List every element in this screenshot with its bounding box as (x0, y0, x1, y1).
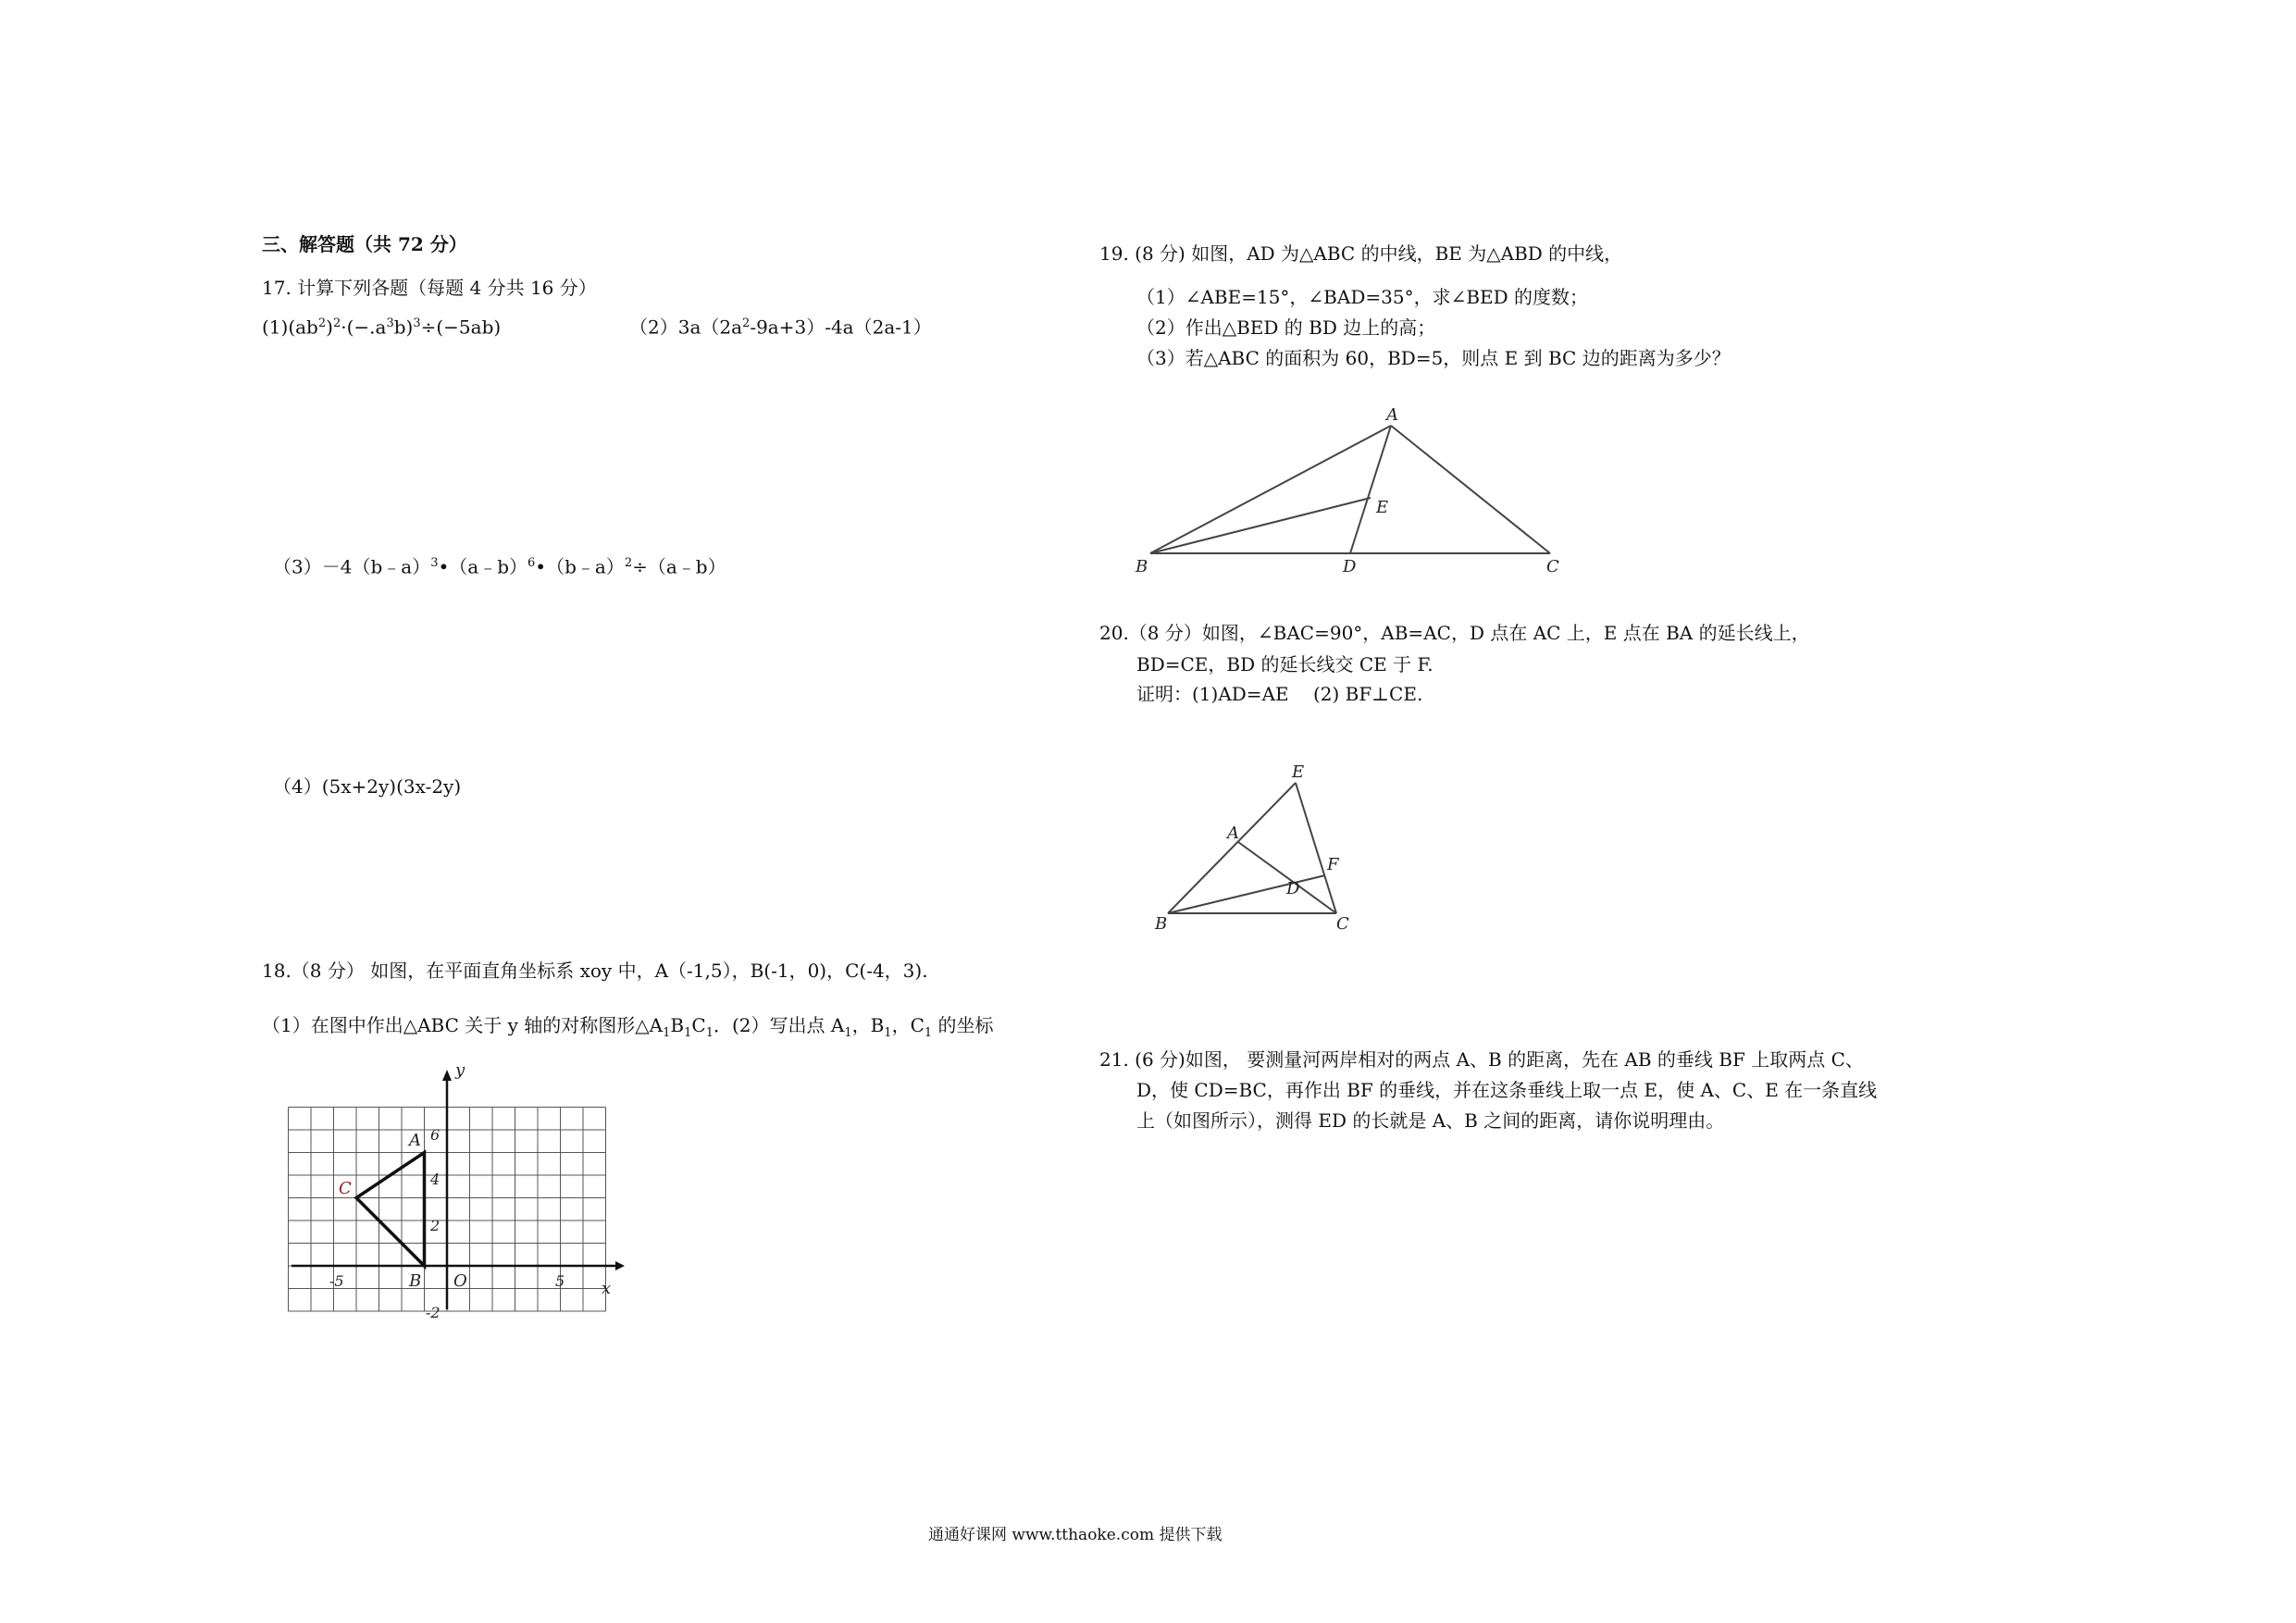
q20-line1: 20.（8 分）如图，∠BAC=90°，AB=AC，D 点在 AC 上，E 点在 BA 的延长线上， (1099, 622, 1810, 644)
triangle-abc (356, 1153, 425, 1267)
q21-line2: D，使 CD=BC，再作出 BF 的垂线，并在这条垂线上取一点 E，使 A、C、E 在一条直线 (1136, 1079, 1878, 1101)
x-axis-arrow (615, 1261, 625, 1270)
q20-triangle-figure (1148, 761, 1370, 936)
label-d: D (1286, 879, 1300, 898)
q17-part2: $(2)3a(2a^2-9a+3)-4a(2a-1)$ (629, 316, 932, 339)
label-b: B (1155, 914, 1168, 934)
tick-x-5: 5 (555, 1272, 565, 1290)
origin-label: O (453, 1271, 467, 1291)
q17-part1: $(1)(ab^2)^2\cdot(-.a^3b)^3\div(-5ab)$ (262, 316, 502, 339)
q18-line1: 18.（8 分） 如图，在平面直角坐标系 xoy 中，A（-1,5），B(-1，0)，C(-4，3). (262, 960, 928, 982)
axis-x-label: x (602, 1279, 612, 1298)
q21-line3: 上（如图所示），测得 ED 的长就是 A、B 之间的距离，请你说明理由。 (1136, 1109, 1725, 1132)
q17-title: 17. 计算下列各题（每题 4 分共 16 分） (262, 277, 597, 299)
q19-triangle-figure (1124, 407, 1578, 583)
label-b: B (1136, 557, 1148, 576)
label-c: C (1336, 914, 1349, 934)
q20-line3: 证明：(1)AD=AE (2) BF⊥CE. (1136, 683, 1423, 705)
tick-y-4: 4 (430, 1171, 441, 1188)
q21-line1: 21. (6 分)如图， 要测量河两岸相对的两点 A、B 的距离，先在 AB 的垂线 BF 上取两点 C、 (1099, 1048, 1864, 1071)
y-axis-arrow (442, 1070, 452, 1081)
label-c: C (1546, 557, 1559, 576)
tick-y-neg2: -2 (426, 1304, 441, 1321)
label-a: A (1386, 405, 1398, 425)
q19-sub2: （2）作出△BED 的 BD 边上的高； (1136, 316, 1436, 339)
section-title: 三、解答题（共 72 分） (262, 233, 467, 255)
label-a: A (1227, 824, 1239, 843)
point-label-a: A (409, 1131, 421, 1150)
q19-sub3: （3）若△ABC 的面积为 60，BD=5，则点 E 到 BC 边的距离为多少？ (1136, 347, 1731, 369)
label-e: E (1376, 498, 1389, 517)
q17-part4: （4）(5x+2y)(3x-2y) (273, 775, 462, 798)
tick-y-6: 6 (430, 1126, 441, 1144)
q19-sub1: （1）∠ABE=15°，∠BAD=35°，求∠BED 的度数； (1136, 286, 1589, 308)
point-label-b: B (409, 1271, 422, 1291)
q18-line2: （1）在图中作出△ABC 关于 y 轴的对称图形$\triangle A_1B_1C_1$．(2）写出点 $A_1$，$B_1$，$C_1$ 的坐标 (262, 1014, 994, 1040)
q20-line2: BD=CE，BD 的延长线交 CE 于 F. (1136, 653, 1433, 675)
label-e: E (1292, 762, 1305, 782)
label-d: D (1343, 557, 1357, 576)
q18-coordinate-figure (278, 1060, 629, 1323)
point-label-c: C (339, 1179, 352, 1198)
q19-title: 19. (8 分) 如图，AD 为△ABC 的中线，BE 为△ABD 的中线， (1099, 242, 1623, 265)
axis-y-label: y (455, 1060, 465, 1080)
q17-part3: （3）－4（b﹣a）$^3$•（a﹣b）$^6$•（b﹣a）$^2$÷（a﹣b） (273, 555, 726, 578)
label-f: F (1327, 855, 1339, 874)
footer-text: 通通好课网 www.tthaoke.com 提供下载 (928, 1526, 1222, 1544)
tick-x-neg5: -5 (329, 1272, 344, 1290)
tick-y-2: 2 (430, 1217, 441, 1234)
